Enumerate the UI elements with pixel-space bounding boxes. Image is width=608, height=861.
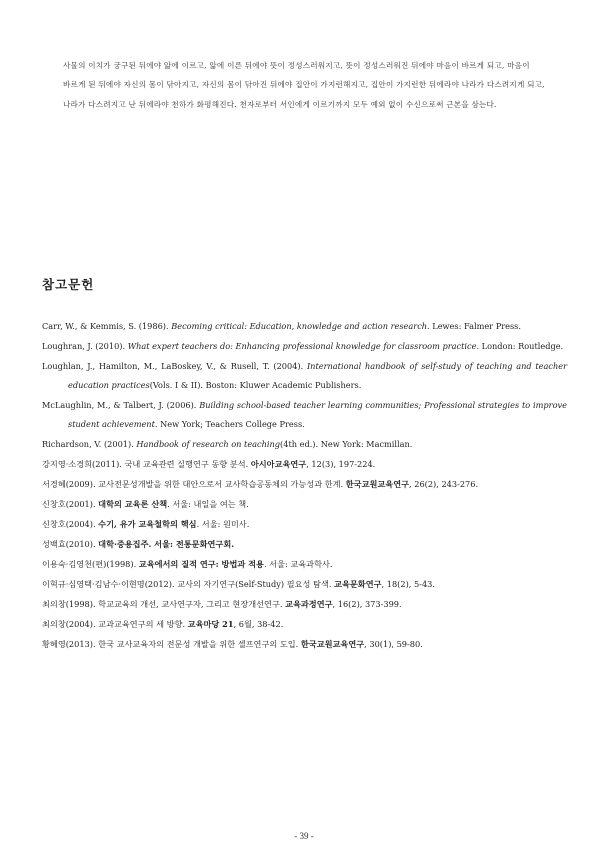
- reference-title: What expert teachers do: Enhancing professional knowledge for classroom practice: [127, 341, 477, 351]
- reference-publication: . 서울: 원미사.: [196, 519, 250, 529]
- reference-authors-year: 신창호(2004).: [42, 519, 99, 529]
- reference-authors-year: 최의창(2004). 교과교육연구의 세 방향.: [42, 619, 188, 629]
- reference-title: 대학의 교육론 산책: [98, 499, 168, 509]
- reference-authors-year: Loughran, J. (2010).: [42, 341, 128, 351]
- reference-publication: , 16(2), 373-399.: [332, 599, 402, 609]
- reference-item: [42, 635, 567, 654]
- reference-title: 아시아교육연구: [250, 459, 307, 469]
- reference-authors-year: 이혁규·심영택·김남수·이현명(2012). 교사의 자기연구(Self-Study) 필요성 탐색.: [42, 579, 335, 589]
- reference-item: [42, 455, 567, 474]
- reference-authors-year: McLaughlin, M., & Talbert, J. (2006).: [42, 400, 200, 410]
- reference-item: [42, 435, 567, 454]
- references-heading: 참고문헌: [42, 277, 95, 292]
- reference-publication: , 18(2), 5-43.: [381, 579, 435, 589]
- reference-item: [42, 396, 567, 434]
- reference-item: [42, 555, 567, 574]
- reference-publication: (4th ed.). New York: Macmillan.: [280, 439, 413, 449]
- quote-paragraph: 사물의 이치가 궁구된 뒤에야 앎에 이르고, 앎에 이른 뒤에야 뜻이 정성스러워지고, 뜻이 정성스러워진 뒤에야 마음이 바르게 되고, 마음이 바르게 된 뒤에야 자신의 몸이 닦아지고, 자신의 몸이 닦아진 뒤에야 집안이 가지런해지고, 집안이 가지런한 뒤에라야 나라가 다스려지게 되고, 나라가 다스려지고 난 뒤에라야 천하가 화평해진다. 천자로부터 서인에게 이르기까지 모두 예외 없이 수신으로써 근본을 삼는다.: [63, 61, 545, 109]
- reference-title: 교육마당 21: [187, 619, 234, 629]
- reference-item: [42, 515, 567, 534]
- reference-title: 교육과정연구: [285, 599, 333, 609]
- reference-item: [42, 317, 567, 336]
- reference-item: [42, 495, 567, 514]
- reference-list: [42, 317, 567, 655]
- reference-publication: , 12(3), 197-224.: [306, 459, 376, 469]
- reference-item: [42, 475, 567, 494]
- reference-authors-year: 강지영·소경희(2011). 국내 교육관련 실행연구 동향 분석.: [42, 459, 251, 469]
- reference-authors-year: 신창호(2001).: [42, 499, 99, 509]
- reference-title: Building school-based teacher learning communities; Professional strategies to improve student achievement: [68, 400, 567, 429]
- reference-publication: , 30(1), 59-80.: [364, 639, 423, 649]
- reference-title: Handbook of research on teaching: [136, 439, 281, 449]
- reference-authors-year: 성백효(2010).: [42, 539, 99, 549]
- reference-publication: . 서울: 내일을 여는 책.: [167, 499, 249, 509]
- reference-title: International handbook of self-study of teaching and teacher education practices: [68, 361, 567, 390]
- reference-authors-year: Richardson, V. (2001).: [42, 439, 137, 449]
- reference-authors-year: 최의창(1998). 학교교육의 개선, 교사연구자, 그리고 현장개선연구.: [42, 599, 286, 609]
- reference-item: [42, 357, 567, 395]
- reference-item: [42, 337, 567, 356]
- reference-publication: , 26(2), 243-276.: [409, 479, 479, 489]
- reference-publication: . London: Routledge.: [476, 341, 564, 351]
- reference-item: [42, 535, 567, 554]
- reference-publication: , 6월, 38-42.: [233, 619, 284, 629]
- reference-authors-year: 황혜영(2013). 한국 교사교육자의 전문성 개발을 위한 셀프연구의 도입.: [42, 639, 301, 649]
- reference-authors-year: 서경혜(2009). 교사전문성개발을 위한 대안으로서 교사학습공동체의 가능성과 한계.: [42, 479, 346, 489]
- reference-title: 대학·중용집주. 서울: 전통문화연구회.: [98, 539, 235, 549]
- reference-title: 교육에서의 질적 연구: 방법과 적용: [138, 559, 264, 569]
- reference-authors-year: Loughlan, J., Hamilton, M., LaBoskey, V., & Rusell, T. (2004).: [42, 361, 307, 371]
- page-number: - 39 -: [294, 831, 314, 841]
- reference-title: 한국교원교육연구: [345, 479, 410, 489]
- reference-item: [42, 575, 567, 594]
- reference-publication: . Lewes: Falmer Press.: [427, 321, 521, 331]
- reference-publication: . New York; Teachers College Press.: [154, 419, 305, 429]
- reference-title: 한국교원교육연구: [300, 639, 365, 649]
- reference-item: [42, 595, 567, 614]
- reference-title: 교육문화연구: [334, 579, 382, 589]
- reference-title: 수기, 유가 교육철학의 핵심: [98, 519, 197, 529]
- reference-authors-year: 이용숙·김영천(편)(1998).: [42, 559, 139, 569]
- reference-title: Becoming critical: Education, knowledge and action research: [171, 321, 428, 331]
- reference-publication: . 서울: 교육과학사.: [263, 559, 333, 569]
- reference-authors-year: Carr, W., & Kemmis, S. (1986).: [42, 321, 172, 331]
- reference-publication: (Vols. I & II). Boston: Kluwer Academic Publishers.: [149, 380, 362, 390]
- reference-item: [42, 615, 567, 634]
